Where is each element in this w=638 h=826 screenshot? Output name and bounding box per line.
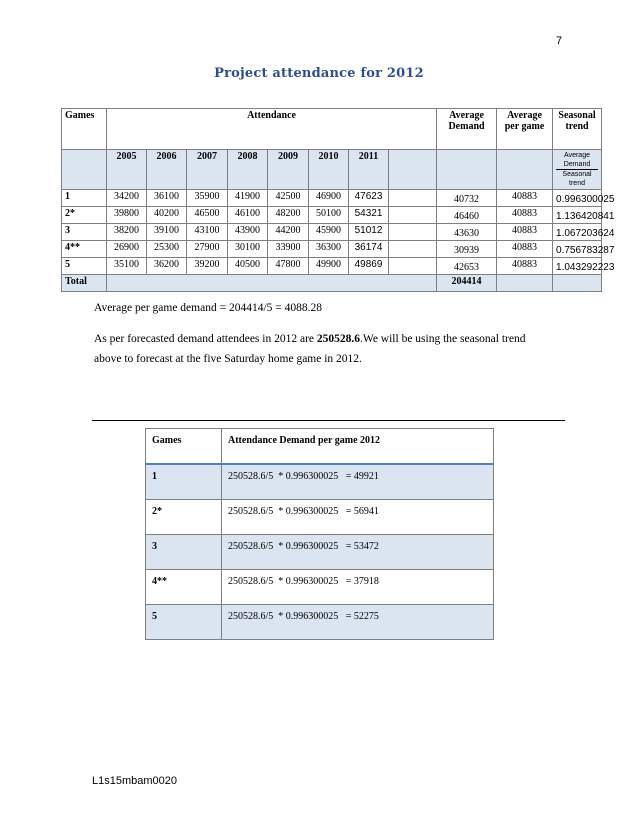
year-2008: 2008 xyxy=(228,150,268,190)
average-per-game-value: 40883 xyxy=(497,190,553,207)
forecast-total: 250528.6 xyxy=(316,333,361,345)
year-row-blank xyxy=(497,150,553,190)
average-demand-header: Average Demand xyxy=(437,109,497,150)
attendance-value: 47623 xyxy=(349,190,389,207)
total-blank xyxy=(107,275,437,292)
page-title: Project attendance for 2012 xyxy=(214,66,424,81)
attendance-value: 39200 xyxy=(187,258,228,275)
attendance-value: 36200 xyxy=(147,258,187,275)
attendance-value: 45900 xyxy=(309,224,349,241)
attendance-row xyxy=(62,207,602,224)
seasonal-trend-value: 0.756783287 xyxy=(553,241,602,258)
year-2007: 2007 xyxy=(187,150,228,190)
demand-games-header: Games xyxy=(146,429,222,465)
year-2005: 2005 xyxy=(107,150,147,190)
attendance-value: 33900 xyxy=(268,241,309,258)
attendance-value: 26900 xyxy=(107,241,147,258)
attendance-row xyxy=(62,241,602,258)
demand-game-label: 1 xyxy=(146,464,222,500)
year-2006: 2006 xyxy=(147,150,187,190)
blank-cell xyxy=(389,190,437,207)
game-label: 4** xyxy=(62,241,107,258)
seasonal-trend-value: 1.043292223 xyxy=(553,258,602,275)
attendance-value: 39800 xyxy=(107,207,147,224)
demand-row xyxy=(146,464,494,500)
attendance-value: 35900 xyxy=(187,190,228,207)
attendance-value: 40200 xyxy=(147,207,187,224)
total-row xyxy=(62,275,602,292)
demand-formula: 250528.6/5 * 0.996300025 = 49921 xyxy=(222,464,494,500)
seasonal-trend-value: 0.996300025 xyxy=(553,190,602,207)
demand-formula: 250528.6/5 * 0.996300025 = 52275 xyxy=(222,605,494,640)
average-per-game-value: 40883 xyxy=(497,258,553,275)
demand-game-label: 2* xyxy=(146,500,222,535)
attendance-value: 49869 xyxy=(349,258,389,275)
average-per-game-value: 40883 xyxy=(497,207,553,224)
demand-row xyxy=(146,605,494,640)
attendance-value: 34200 xyxy=(107,190,147,207)
average-per-game-value: 40883 xyxy=(497,241,553,258)
average-demand-value: 42653 xyxy=(437,258,497,275)
attendance-value: 27900 xyxy=(187,241,228,258)
footer-id: L1s15mbam0020 xyxy=(92,775,178,787)
attendance-table xyxy=(61,108,615,292)
forecast-text-before: As per forecasted demand attendees in 2012 are xyxy=(94,333,317,345)
demand-header: Attendance Demand per game 2012 xyxy=(222,429,494,465)
game-label: 5 xyxy=(62,258,107,275)
attendance-value: 38200 xyxy=(107,224,147,241)
average-demand-value: 40732 xyxy=(437,190,497,207)
divider-line xyxy=(92,420,565,421)
attendance-row xyxy=(62,258,602,275)
average-per-game-header: Average per game xyxy=(497,109,553,150)
attendance-value: 44200 xyxy=(268,224,309,241)
attendance-value: 48200 xyxy=(268,207,309,224)
year-2010: 2010 xyxy=(309,150,349,190)
demand-game-label: 5 xyxy=(146,605,222,640)
average-demand-value: 43630 xyxy=(437,224,497,241)
game-label: 2* xyxy=(62,207,107,224)
attendance-value: 25300 xyxy=(147,241,187,258)
demand-row xyxy=(146,500,494,535)
forecast-text-after: .We will be using the seasonal trend above to forecast at the five Saturday home game in 2012. xyxy=(94,333,526,365)
average-demand-value: 30939 xyxy=(437,241,497,258)
attendance-value: 36174 xyxy=(349,241,389,258)
attendance-value: 43100 xyxy=(187,224,228,241)
demand-row xyxy=(146,570,494,605)
demand-formula: 250528.6/5 * 0.996300025 = 37918 xyxy=(222,570,494,605)
average-demand-value: 46460 xyxy=(437,207,497,224)
fraction-numerator: Average Demand xyxy=(556,151,598,170)
game-label: 3 xyxy=(62,224,107,241)
forecast-text xyxy=(94,329,544,369)
seasonal-trend-fraction xyxy=(553,150,602,190)
attendance-value: 40500 xyxy=(228,258,268,275)
attendance-value: 54321 xyxy=(349,207,389,224)
demand-game-label: 4** xyxy=(146,570,222,605)
year-row-blank xyxy=(389,150,437,190)
demand-formula: 250528.6/5 * 0.996300025 = 56941 xyxy=(222,500,494,535)
year-row xyxy=(62,150,602,190)
demand-formula: 250528.6/5 * 0.996300025 = 53472 xyxy=(222,535,494,570)
attendance-row xyxy=(62,190,602,207)
year-2011: 2011 xyxy=(349,150,389,190)
blank-cell xyxy=(389,258,437,275)
total-blank xyxy=(553,275,602,292)
attendance-value: 51012 xyxy=(349,224,389,241)
attendance-value: 50100 xyxy=(309,207,349,224)
total-blank xyxy=(497,275,553,292)
average-per-game-text: Average per game demand = 204414/5 = 4088.28 xyxy=(94,302,323,314)
fraction-denominator: Seasonal trend xyxy=(562,171,592,187)
attendance-value: 49900 xyxy=(309,258,349,275)
attendance-header-row xyxy=(62,109,602,150)
attendance-header: Attendance xyxy=(107,109,437,150)
attendance-value: 46900 xyxy=(309,190,349,207)
game-label: 1 xyxy=(62,190,107,207)
year-row-blank xyxy=(62,150,107,190)
attendance-value: 46100 xyxy=(228,207,268,224)
demand-game-label: 3 xyxy=(146,535,222,570)
total-value: 204414 xyxy=(437,275,497,292)
average-per-game-value: 40883 xyxy=(497,224,553,241)
year-row-blank xyxy=(437,150,497,190)
blank-cell xyxy=(389,207,437,224)
attendance-value: 41900 xyxy=(228,190,268,207)
attendance-row xyxy=(62,224,602,241)
demand-header-row xyxy=(146,429,494,465)
attendance-value: 36300 xyxy=(309,241,349,258)
year-2009: 2009 xyxy=(268,150,309,190)
demand-row xyxy=(146,535,494,570)
attendance-value: 36100 xyxy=(147,190,187,207)
blank-cell xyxy=(389,241,437,258)
attendance-value: 35100 xyxy=(107,258,147,275)
attendance-value: 30100 xyxy=(228,241,268,258)
total-label: Total xyxy=(62,275,107,292)
blank-cell xyxy=(389,224,437,241)
attendance-value: 39100 xyxy=(147,224,187,241)
attendance-value: 46500 xyxy=(187,207,228,224)
page-number: 7 xyxy=(556,35,563,47)
attendance-value: 42500 xyxy=(268,190,309,207)
demand-table xyxy=(145,428,494,640)
seasonal-trend-value: 1.067203624 xyxy=(553,224,602,241)
attendance-value: 43900 xyxy=(228,224,268,241)
games-header: Games xyxy=(62,109,107,150)
seasonal-trend-header: Seasonal trend xyxy=(553,109,602,150)
seasonal-trend-value: 1.136420841 xyxy=(553,207,602,224)
attendance-value: 47800 xyxy=(268,258,309,275)
